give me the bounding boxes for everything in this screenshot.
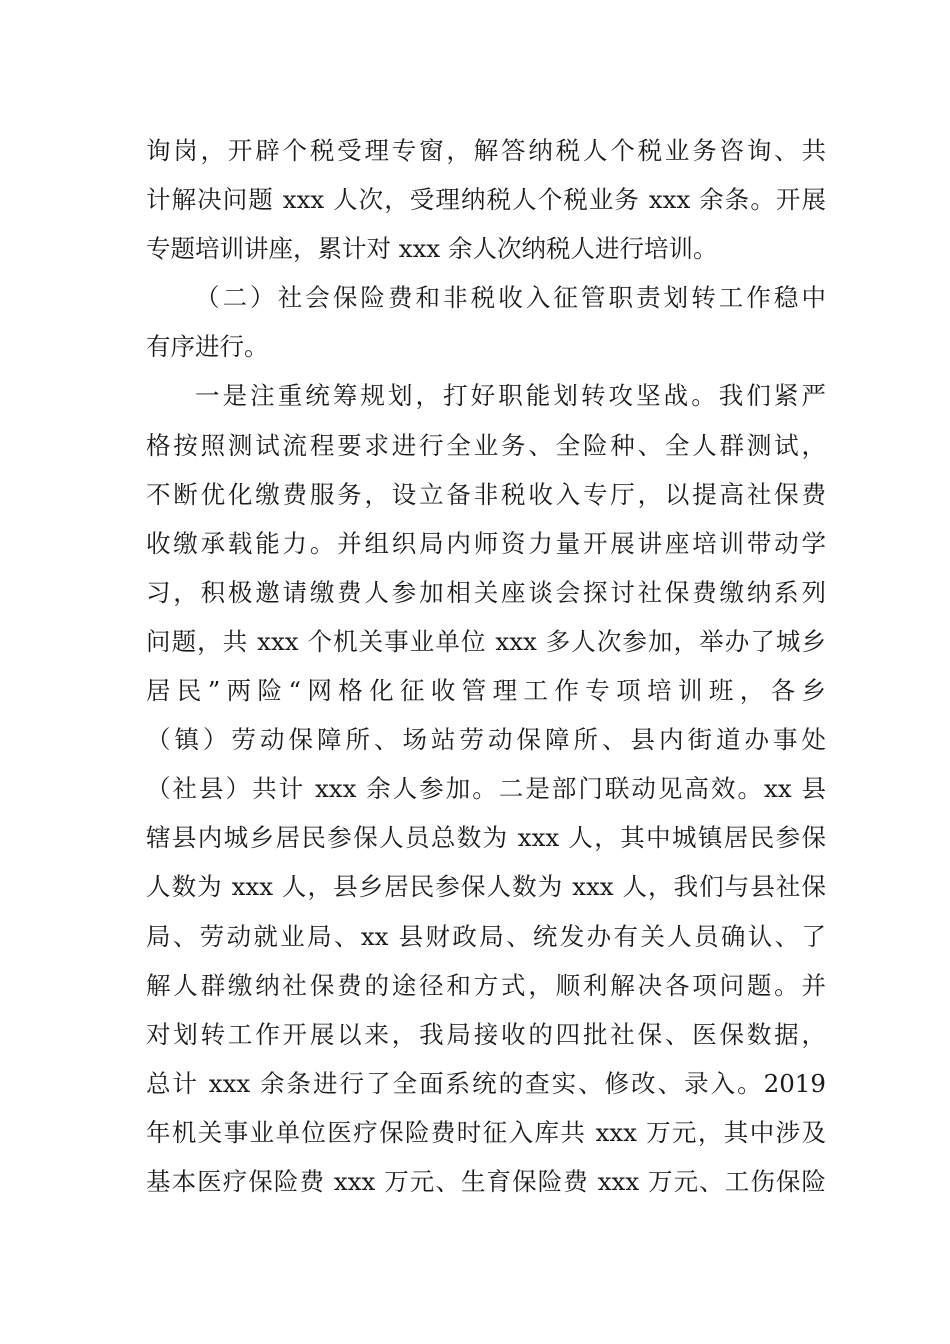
text-line: 对划转工作开展以来，我局接收的四批社保、医保数据， — [146, 1019, 826, 1049]
text-line: 居民”两险“网格化征收管理工作专项培训班，各乡 — [146, 676, 826, 706]
text-line: 收缴承载能力。并组织局内师资力量开展讲座培训带动学 — [146, 528, 826, 558]
text-line: 基本医疗保险费 xxx 万元、生育保险费 xxx 万元、工伤保险 — [146, 1166, 826, 1196]
text-line: （社县）共计 xxx 余人参加。二是部门联动见高效。xx 县 — [146, 774, 826, 804]
text-line: 局、劳动就业局、xx 县财政局、统发办有关人员确认、了 — [146, 921, 826, 951]
text-line: 计解决问题 xxx 人次，受理纳税人个税业务 xxx 余条。开展 — [146, 185, 826, 215]
text-line: 格按照测试流程要求进行全业务、全险种、全人群测试， — [146, 430, 826, 460]
text-line: 总计 xxx 余条进行了全面系统的查实、修改、录入。2019 — [146, 1068, 826, 1098]
text-line: 问题，共 xxx 个机关事业单位 xxx 多人次参加，举办了城乡 — [146, 626, 826, 656]
text-line: （镇）劳动保障所、场站劳动保障所、县内街道办事处 — [146, 725, 826, 755]
text-line: 专题培训讲座，累计对 xxx 余人次纳税人进行培训。 — [146, 234, 718, 264]
text-line: 辖县内城乡居民参保人员总数为 xxx 人，其中城镇居民参保 — [146, 823, 826, 853]
text-line: 有序进行。 — [146, 332, 269, 362]
text-line: 询岗，开辟个税受理专窗，解答纳税人个税业务咨询、共 — [146, 136, 826, 165]
text-line: 解人群缴纳社保费的途径和方式，顺利解决各项问题。并 — [146, 970, 826, 1000]
text-line: 不断优化缴费服务，设立备非税收入专厅，以提高社保费 — [146, 479, 826, 509]
text-line: 年机关事业单位医疗保险费时征入库共 xxx 万元，其中涉及 — [146, 1117, 826, 1147]
text-line: （二）社会保险费和非税收入征管职责划转工作稳中 — [195, 283, 826, 313]
body-text — [146, 126, 826, 1206]
text-line: 人数为 xxx 人，县乡居民参保人数为 xxx 人，我们与县社保 — [146, 872, 826, 902]
text-line: 习，积极邀请缴费人参加相关座谈会探讨社保费缴纳系列 — [146, 577, 826, 607]
text-line: 一是注重统筹规划，打好职能划转攻坚战。我们紧严 — [195, 381, 826, 411]
